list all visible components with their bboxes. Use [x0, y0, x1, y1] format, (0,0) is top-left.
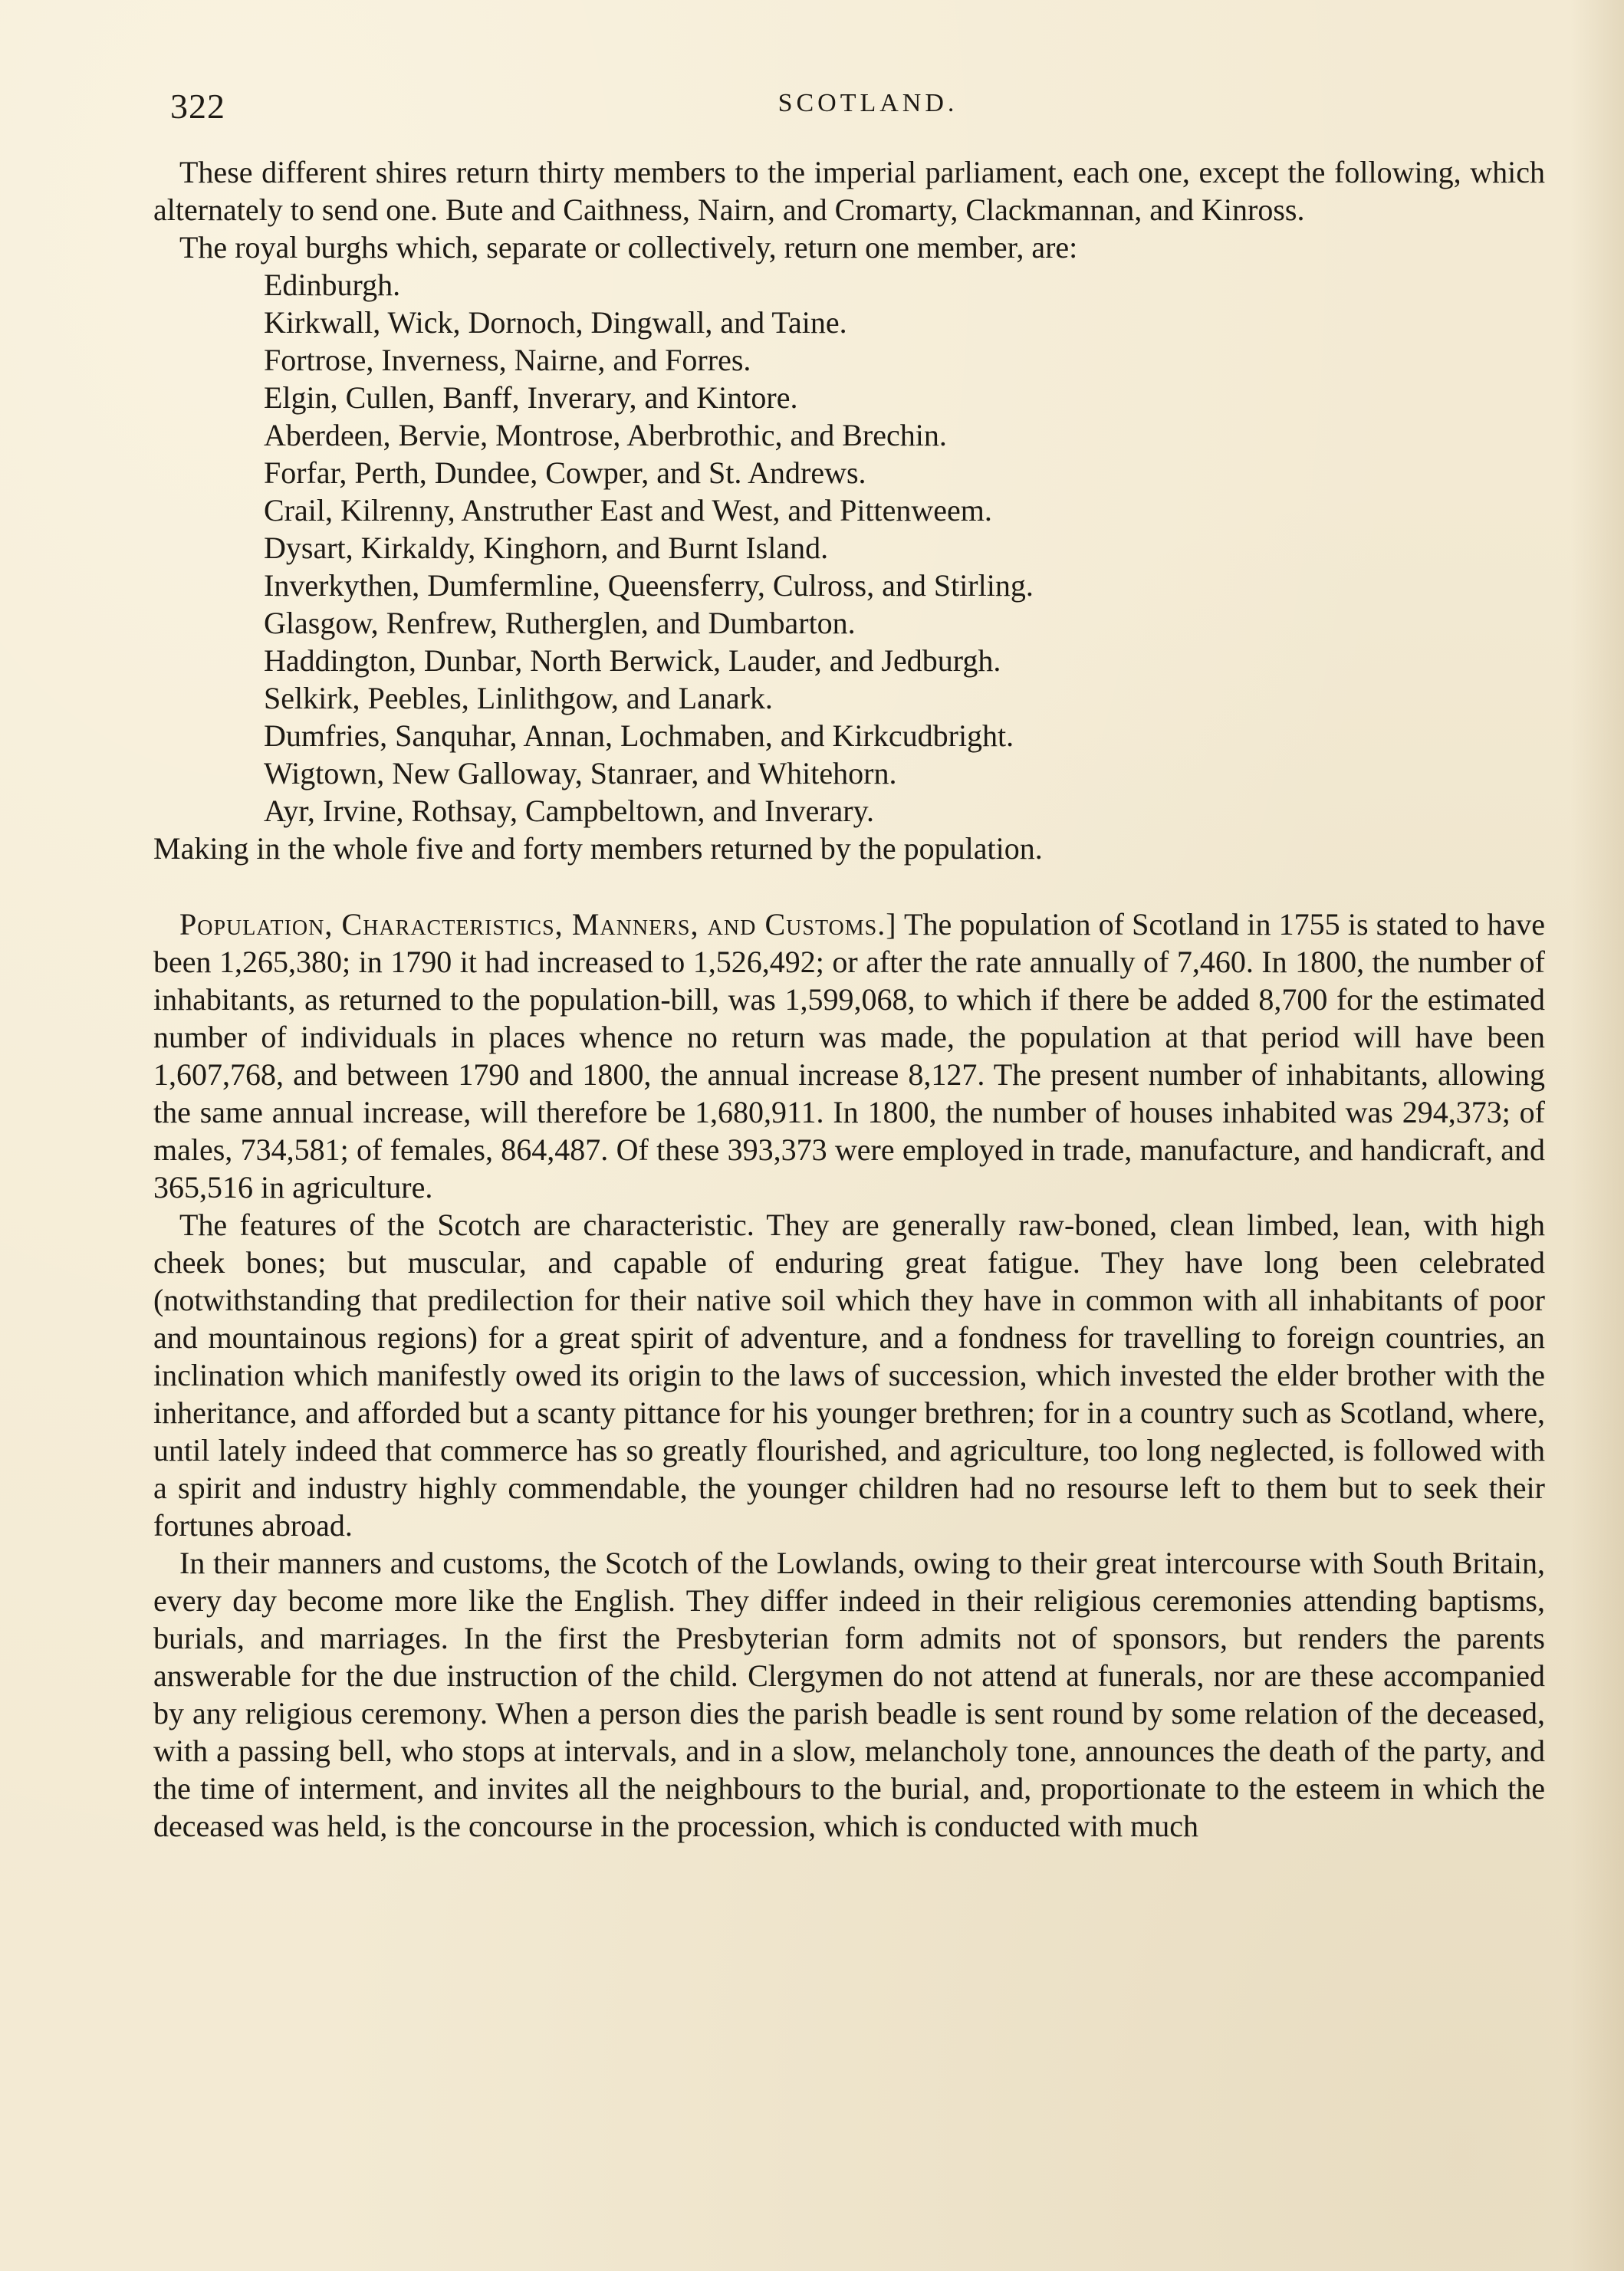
section-heading: Population, Characteristics, Manners, and Customs.]	[179, 907, 897, 942]
burgh-line: Crail, Kilrenny, Anstruther East and West, and Pittenweem.	[264, 493, 992, 527]
paragraph-royal-burghs-intro: The royal burghs which, separate or collectively, return one member, are:	[179, 230, 1078, 265]
paragraph-population	[153, 905, 1545, 1206]
page-body	[153, 153, 1545, 1845]
page-edge-shadow	[1570, 0, 1624, 2271]
paragraph-manners-customs: In their manners and customs, the Scotch of the Lowlands, owing to their great intercourse with South Britain, every day become more like the English. They differ indeed in their religious ceremonies attending baptisms, burials, and marriages. In the first the Presbyterian form admits not of sponsors, but renders the parents answerable for the due instruction of the child. Clergymen do not attend at funerals, nor are these accompanied by any religious ceremony. When a person dies the parish beadle is sent round by some relation of the deceased, with a passing bell, who stops at intervals, and in a slow, melancholy tone, announces the death of the party, and the time of interment, and invites all the neighbours to the burial, and, proportionate to the esteem in which the deceased was held, is the concourse in the procession, which is conducted with much	[153, 1546, 1545, 1843]
burgh-line: Elgin, Cullen, Banff, Inverary, and Kintore.	[264, 380, 798, 415]
burgh-line: Fortrose, Inverness, Nairne, and Forres.	[264, 343, 751, 377]
burgh-line: Wigtown, New Galloway, Stanraer, and Whitehorn.	[264, 756, 897, 790]
burgh-line: Glasgow, Renfrew, Rutherglen, and Dumbarton.	[264, 606, 856, 640]
page-header	[170, 86, 1566, 132]
burgh-line: Haddington, Dunbar, North Berwick, Lauder, and Jedburgh.	[264, 643, 1001, 678]
running-title: SCOTLAND.	[777, 89, 958, 117]
burgh-line: Dumfries, Sanquhar, Annan, Lochmaben, and Kirkcudbright.	[264, 718, 1014, 753]
burgh-line: Inverkythen, Dumfermline, Queensferry, Culross, and Stirling.	[264, 568, 1034, 603]
burgh-line: Dysart, Kirkaldy, Kinghorn, and Burnt Island.	[264, 531, 829, 565]
page-number: 322	[170, 87, 225, 126]
paragraph-members-total: Making in the whole five and forty members returned by the population.	[153, 831, 1043, 866]
paragraph-shires: These different shires return thirty members to the imperial parliament, each one, except the following, which alternately to send one. Bute and Caithness, Nairn, and Cromarty, Clackmannan, and Kinross.	[153, 155, 1545, 227]
burgh-line: Kirkwall, Wick, Dornoch, Dingwall, and Taine.	[264, 305, 847, 340]
burgh-line: Ayr, Irvine, Rothsay, Campbeltown, and Inverary.	[264, 794, 874, 828]
paragraph-features: The features of the Scotch are characteristic. They are generally raw-boned, clean limbed, lean, with high cheek bones; but muscular, and capable of enduring great fatigue. They have long been celebrated (notwithstanding that predilection for their native soil which they have in common with all inhabitants of poor and mountainous regions) for a great spirit of adventure, and a fondness for travelling to foreign countries, an inclination which manifestly owed its origin to the laws of succession, which invested the elder brother with the inheritance, and afforded but a scanty pittance for his younger brethren; for in a country such as Scotland, where, until lately indeed that commerce has so greatly flourished, and agriculture, too long neglected, is followed with a spirit and industry highly commendable, the younger children had no resourse left to them but to seek their fortunes abroad.	[153, 1208, 1545, 1543]
population-text: The population of Scotland in 1755 is stated to have been 1,265,380; in 1790 it had increased to 1,526,492; or after the rate annually of 7,460. In 1800, the number of inhabitants, as returned to the population-bill, was 1,599,068, to which if there be added 8,700 for the estimated number of individuals in places whence no return was made, the population at that period will have been 1,607,768, and between 1790 and 1800, the annual increase 8,127. The present number of inhabitants, allowing the same annual increase, will therefore be 1,680,911. In 1800, the number of houses inhabited was 294,373; of males, 734,581; of females, 864,487. Of these 393,373 were employed in trade, manufacture, and handicraft, and 365,516 in agriculture.	[153, 907, 1545, 1205]
burghs-list	[153, 266, 1545, 830]
burgh-line: Selkirk, Peebles, Linlithgow, and Lanark.	[264, 681, 773, 715]
burgh-line: Edinburgh.	[264, 268, 401, 302]
burgh-line: Forfar, Perth, Dundee, Cowper, and St. Andrews.	[264, 455, 866, 490]
burgh-line: Aberdeen, Bervie, Montrose, Aberbrothic, and Brechin.	[264, 418, 947, 452]
